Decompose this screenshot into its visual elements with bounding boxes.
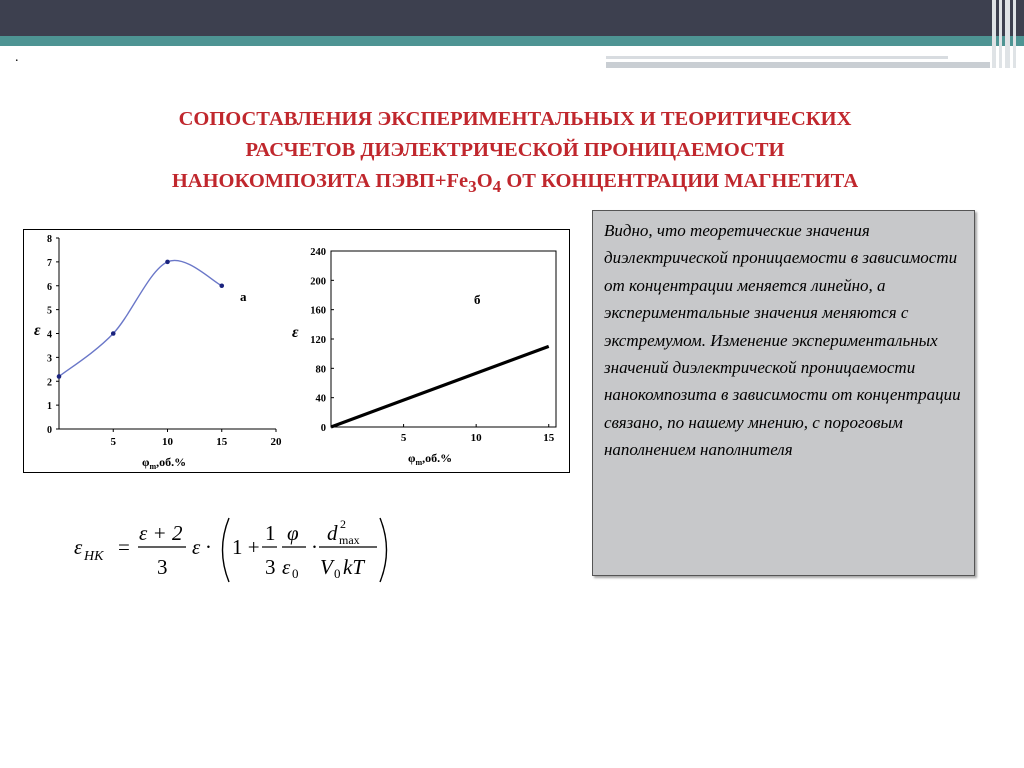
- chart-a-series-line: [59, 260, 222, 376]
- note-text: Видно, что теоретические значения диэлектрической проницаемости в зависимости от концентрации меняется линейно, а экспериментальные значения меняются с экстремумом. Изменение экспериментальных значений диэлектрической проницаемости нанокомпозита в зависимости от концентрации связано, по нашему мнению, с пороговым наполнением наполнителя: [604, 221, 961, 460]
- formula-frac4-den-sub: 0: [334, 566, 341, 581]
- formula-lhs: ε: [74, 535, 83, 559]
- formula: [66, 510, 396, 590]
- formula-times: ε ·: [192, 535, 211, 559]
- formula-equals: =: [118, 535, 130, 559]
- chart-b-panel-label: б: [474, 292, 481, 307]
- formula-frac2-num: 1: [265, 521, 276, 545]
- chart-b-series-line: [331, 346, 549, 427]
- formula-frac4-den: V: [320, 555, 333, 579]
- formula-frac2-den: 3: [265, 555, 276, 579]
- chart-a-y-tick-label: 8: [47, 234, 52, 245]
- charts-svg: [24, 230, 569, 472]
- formula-frac3-den: ε: [282, 555, 291, 579]
- title-line-2: РАСЧЕТОВ ДИЭЛЕКТРИЧЕСКОЙ ПРОНИЦАЕМОСТИ: [245, 139, 785, 161]
- title-line-1: СОПОСТАВЛЕНИЯ ЭКСПЕРИМЕНТАЛЬНЫХ И ТЕОРИТИЧЕСКИХ: [178, 108, 852, 130]
- chart-a-x-tick-label: 5: [110, 436, 116, 448]
- formula-dot: ·: [311, 535, 318, 559]
- chart-b-y-tick-label: 160: [310, 305, 326, 317]
- slide-title: [60, 104, 970, 202]
- chart-a-y-tick-label: 7: [47, 257, 52, 269]
- formula-frac4-sub: max: [339, 533, 360, 547]
- chart-a-y-label: ε: [34, 322, 41, 339]
- chart-b-y-tick-label: 40: [315, 393, 326, 405]
- chart-b-x-tick-label: 5: [400, 432, 407, 444]
- chart-b-y-label: ε: [292, 324, 299, 341]
- formula-one-plus: 1 +: [232, 535, 260, 559]
- formula-frac1-num: ε + 2: [139, 521, 183, 545]
- chart-a-point: [219, 283, 224, 288]
- decor-line: [606, 56, 948, 59]
- chart-a-point: [165, 260, 170, 265]
- decor-line: [606, 62, 990, 68]
- chart-a-x-tick-label: 10: [162, 436, 173, 448]
- chart-b-plot-frame: [331, 251, 556, 427]
- slide-marker: .: [15, 50, 19, 65]
- chart-b-y-tick-label: 0: [320, 423, 326, 434]
- formula-frac4-sup: 2: [340, 517, 346, 531]
- note-box: [592, 210, 975, 576]
- chart-a-y-tick-label: 2: [47, 377, 52, 389]
- chart-b-y-tick-label: 80: [315, 364, 326, 376]
- chart-b-x-tick-label: 10: [470, 432, 482, 444]
- chart-a-y-tick-label: 6: [47, 281, 52, 293]
- corner-decoration: [990, 0, 1024, 68]
- chart-a-y-tick-label: 1: [47, 401, 52, 413]
- chart-a-point: [111, 331, 116, 336]
- formula-frac4-num: d: [327, 521, 338, 545]
- chart-a-x-tick-label: 20: [270, 436, 282, 448]
- title-line-3: НАНОКОМПОЗИТА $ПЭВП+Fe_3O_4$ ОТ КОНЦЕНТРАЦИИ МАГНЕТИТА: [171, 170, 859, 197]
- chart-a-x-label: $\varphi_m,об.\%$: [142, 455, 187, 471]
- chart-a-y-tick-label: 0: [47, 425, 52, 436]
- chart-figure: [23, 229, 570, 473]
- chart-b-y-tick-label: 200: [310, 276, 326, 288]
- formula-frac1-den: 3: [157, 555, 168, 579]
- chart-b-x-label: $\varphi_m,об.\%$: [408, 451, 453, 467]
- chart-a-y-tick-label: 3: [47, 353, 52, 365]
- chart-a-y-tick-label: 5: [47, 305, 52, 317]
- chart-a-x-tick-label: 15: [216, 436, 228, 448]
- chart-b-y-tick-label: 120: [310, 335, 326, 346]
- top-bar: [0, 0, 1024, 36]
- chart-b-x-tick-label: 15: [543, 432, 555, 444]
- formula-frac3-num: φ: [287, 521, 299, 545]
- formula-frac4-den-rest: kT: [343, 555, 364, 579]
- chart-a-y-tick-label: 4: [47, 329, 52, 341]
- chart-a-panel-label: а: [240, 289, 247, 304]
- formula-lhs-sub: НК: [84, 549, 104, 564]
- chart-a-point: [57, 374, 62, 379]
- formula-frac3-den-sub: 0: [292, 566, 299, 581]
- chart-b-y-tick-label: 240: [310, 247, 326, 258]
- accent-bar: [0, 36, 1024, 46]
